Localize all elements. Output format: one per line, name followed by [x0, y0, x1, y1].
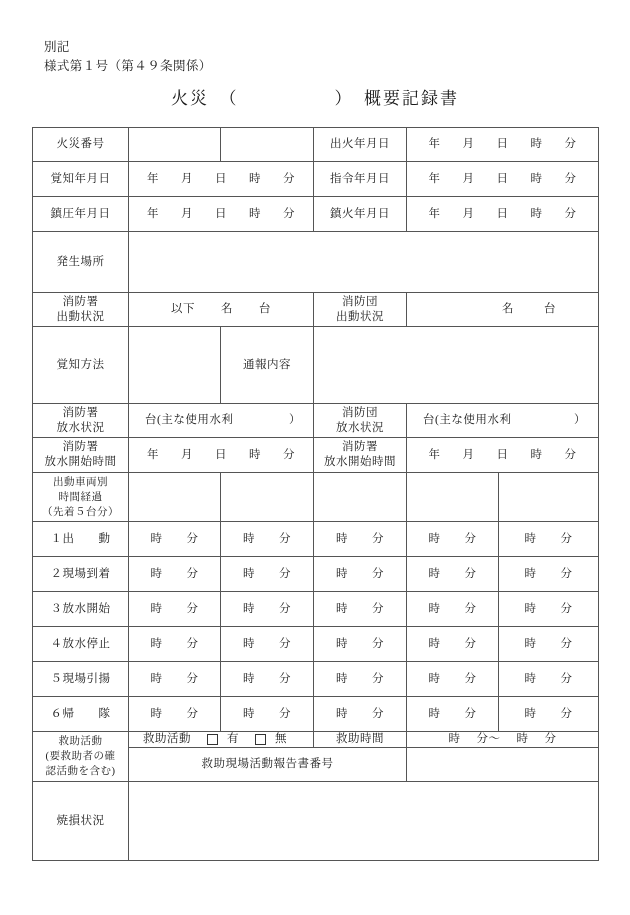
- field-timeline-step-vehicle-4[interactable]: [407, 592, 499, 627]
- unit-hour: 時: [150, 637, 163, 650]
- checkbox-rescue-no-label: 無: [275, 733, 287, 745]
- unit-hour: 時: [516, 733, 529, 745]
- unit-year: 年: [147, 172, 159, 185]
- unit-day: 日: [496, 207, 509, 220]
- unit-hour: 時: [428, 707, 441, 720]
- field-timeline-step-vehicle-2[interactable]: [221, 557, 314, 592]
- label-rescue-report-number: 救助現場活動報告書番号: [129, 748, 407, 782]
- form-number-label: 様式第１号（第４９条関係）: [44, 59, 212, 73]
- label-burn-damage: 焼損状況: [33, 782, 129, 861]
- label-timeline-step: ３放水開始: [33, 592, 129, 627]
- unit-minute: 分: [560, 637, 573, 650]
- field-fire-number-b[interactable]: [221, 128, 314, 162]
- label-detection-date: 覚知年月日: [33, 162, 129, 197]
- field-vehicle-3-name[interactable]: [314, 473, 407, 522]
- checkbox-rescue-yes-label: 有: [227, 733, 239, 745]
- field-fire-number-a[interactable]: [129, 128, 221, 162]
- label-fire-number: 火災番号: [33, 128, 129, 162]
- field-timeline-step-vehicle-5[interactable]: [499, 557, 599, 592]
- appendix-label: 別記: [44, 40, 70, 54]
- table-row-timeline: [33, 592, 599, 627]
- unit-minute: 分: [372, 707, 384, 720]
- label-vehicle-timeline-line2: 時間経過: [58, 491, 103, 503]
- field-vehicle-1-name[interactable]: [129, 473, 221, 522]
- unit-paren-close: ）: [574, 414, 586, 426]
- unit-month: 月: [462, 172, 475, 185]
- field-rescue-activity-checkboxes[interactable]: [129, 732, 314, 748]
- unit-day: 日: [496, 448, 509, 461]
- unit-minute: 分: [464, 637, 477, 650]
- field-timeline-step-vehicle-1[interactable]: [129, 557, 221, 592]
- field-extinguish-date[interactable]: [407, 197, 599, 232]
- unit-hour: 時: [243, 532, 255, 545]
- field-report-content[interactable]: [314, 327, 599, 404]
- unit-hour: 時: [524, 707, 537, 720]
- unit-minute: 分: [186, 707, 199, 720]
- unit-day: 日: [215, 172, 227, 185]
- unit-hour: 時: [336, 637, 348, 650]
- page-title-suffix: ） 概要記録書: [334, 89, 459, 108]
- unit-hour: 時: [448, 733, 461, 745]
- unit-hour: 時: [150, 672, 163, 685]
- unit-minute: 分: [464, 707, 477, 720]
- field-timeline-step-vehicle-2[interactable]: [221, 522, 314, 557]
- label-station-water-start-line2: 放水開始時間: [44, 456, 117, 468]
- unit-hour: 時: [428, 672, 441, 685]
- label-corps-water-start: [314, 438, 407, 473]
- field-timeline-step-vehicle-4[interactable]: [407, 697, 499, 732]
- unit-hour: 時: [336, 602, 348, 615]
- unit-minute: 分: [544, 733, 557, 745]
- label-rescue-time: 救助時間: [314, 732, 407, 748]
- unit-minute: 分: [560, 532, 573, 545]
- field-timeline-step-vehicle-5[interactable]: [499, 522, 599, 557]
- unit-year: 年: [147, 207, 159, 220]
- label-rescue-activity-line1: 救助活動: [58, 736, 103, 747]
- field-timeline-step-vehicle-1[interactable]: [129, 662, 221, 697]
- unit-minute: 分: [186, 567, 199, 580]
- field-timeline-step-vehicle-3[interactable]: [314, 627, 407, 662]
- field-timeline-step-vehicle-2[interactable]: [221, 697, 314, 732]
- unit-water-source: 台(主な使用水利: [145, 414, 234, 426]
- field-vehicle-4-name[interactable]: [407, 473, 499, 522]
- label-station-water-start-line1: 消防署: [62, 441, 99, 453]
- field-timeline-step-vehicle-2[interactable]: [221, 592, 314, 627]
- unit-minute: 分: [279, 672, 291, 685]
- field-detection-date[interactable]: [129, 162, 314, 197]
- unit-minute: 分: [186, 602, 199, 615]
- label-vehicle-timeline-line3: （先着５台分）: [42, 506, 119, 518]
- field-corps-water-start[interactable]: [407, 438, 599, 473]
- unit-hour: 時: [530, 207, 543, 220]
- unit-minute: 分: [372, 672, 384, 685]
- label-corps-dispatch: [314, 293, 407, 327]
- table-row-vehicle-timeline-header: [33, 473, 599, 522]
- unit-minute: 分: [279, 567, 291, 580]
- unit-minute: 分: [560, 567, 573, 580]
- unit-minute: 分: [464, 602, 477, 615]
- unit-vehicles: 台: [544, 303, 556, 315]
- unit-below: 以下: [171, 303, 195, 315]
- unit-minute: 分: [564, 172, 577, 185]
- field-station-water-status[interactable]: [129, 404, 314, 438]
- label-corps-water-start-line2: 放水開始時間: [324, 456, 396, 468]
- label-order-date: 指令年月日: [314, 162, 407, 197]
- unit-people: 名: [502, 303, 514, 315]
- unit-hour: 時: [336, 707, 348, 720]
- unit-hour: 時: [243, 707, 255, 720]
- label-corps-water-status-line2: 放水状況: [336, 421, 384, 434]
- table-row-rescue-activity: [33, 732, 599, 748]
- unit-minute: 分: [372, 532, 384, 545]
- unit-minute: 分: [186, 672, 199, 685]
- page-title-prefix: 火災 （: [171, 89, 239, 108]
- unit-minute: 分: [464, 567, 477, 580]
- checkbox-rescue-no[interactable]: [255, 732, 287, 747]
- unit-hour: 時: [336, 567, 348, 580]
- unit-hour: 時: [524, 602, 537, 615]
- unit-minute: 分: [283, 207, 295, 220]
- unit-minute: 分: [279, 637, 291, 650]
- unit-year: 年: [428, 207, 441, 220]
- unit-hour: 時: [243, 567, 255, 580]
- unit-hour: 時: [524, 567, 537, 580]
- field-corps-water-status[interactable]: [407, 404, 599, 438]
- table-row-burn-damage: [33, 782, 599, 861]
- field-timeline-step-vehicle-3[interactable]: [314, 697, 407, 732]
- unit-month: 月: [181, 207, 193, 220]
- page-title: [0, 84, 630, 109]
- unit-year: 年: [428, 448, 441, 461]
- unit-month: 月: [181, 448, 193, 461]
- label-station-water-status-line1: 消防署: [62, 406, 99, 419]
- unit-hour: 時: [428, 637, 441, 650]
- unit-minute: 分: [279, 532, 291, 545]
- field-timeline-step-vehicle-4[interactable]: [407, 557, 499, 592]
- field-timeline-step-vehicle-5[interactable]: [499, 627, 599, 662]
- field-vehicle-5-name[interactable]: [499, 473, 599, 522]
- unit-minute: 分: [372, 602, 384, 615]
- unit-hour: 時: [249, 172, 261, 185]
- form-table-container: [32, 127, 598, 861]
- label-timeline-step: ５現場引揚: [33, 662, 129, 697]
- field-rescue-time[interactable]: [407, 732, 599, 748]
- checkbox-box-icon: [207, 734, 218, 745]
- label-report-content: 通報内容: [221, 327, 314, 404]
- label-extinguish-date: 鎮火年月日: [314, 197, 407, 232]
- checkbox-box-icon: [255, 734, 266, 745]
- label-station-dispatch-line1: 消防署: [62, 295, 99, 308]
- unit-minute: 分: [560, 602, 573, 615]
- unit-hour: 時: [150, 707, 163, 720]
- unit-minute: 分: [560, 672, 573, 685]
- field-timeline-step-vehicle-3[interactable]: [314, 557, 407, 592]
- unit-hour: 時: [524, 672, 537, 685]
- unit-hour: 時: [530, 138, 543, 150]
- field-detection-method[interactable]: [129, 327, 221, 404]
- table-row-detection-date: [33, 162, 599, 197]
- unit-hour: 時: [530, 448, 543, 461]
- table-row-timeline: [33, 627, 599, 662]
- unit-year: 年: [428, 138, 441, 150]
- unit-hour: 時: [428, 567, 441, 580]
- field-timeline-step-vehicle-3[interactable]: [314, 592, 407, 627]
- unit-month: 月: [181, 172, 193, 185]
- unit-hour: 時: [150, 532, 163, 545]
- label-vehicle-timeline: [33, 473, 129, 522]
- label-location: 発生場所: [33, 232, 129, 293]
- unit-hour: 時: [336, 672, 348, 685]
- label-timeline-step: ２現場到着: [33, 557, 129, 592]
- table-row-timeline: [33, 697, 599, 732]
- label-corps-water-status: [314, 404, 407, 438]
- unit-minute: 分: [372, 567, 384, 580]
- unit-people: 名: [221, 303, 233, 315]
- unit-hour: 時: [524, 637, 537, 650]
- field-station-water-start[interactable]: [129, 438, 314, 473]
- label-station-water-start: [33, 438, 129, 473]
- unit-minute: 分: [186, 532, 199, 545]
- unit-vehicles: 台: [259, 303, 271, 315]
- field-timeline-step-vehicle-4[interactable]: [407, 627, 499, 662]
- unit-minute: 分: [279, 707, 291, 720]
- label-rescue-activity-line2: (要救助者の確: [45, 751, 116, 762]
- label-timeline-step: ６帰 隊: [33, 697, 129, 732]
- table-row-fire-number: [33, 128, 599, 162]
- unit-hour: 時: [243, 672, 255, 685]
- unit-month: 月: [462, 207, 475, 220]
- field-timeline-step-vehicle-4[interactable]: [407, 662, 499, 697]
- unit-hour: 時: [336, 532, 348, 545]
- label-timeline-step: １出 動: [33, 522, 129, 557]
- unit-hour: 時: [150, 567, 163, 580]
- unit-hour: 時: [249, 207, 261, 220]
- unit-minute: 分: [564, 448, 577, 461]
- label-timeline-step: ４放水停止: [33, 627, 129, 662]
- field-timeline-step-vehicle-5[interactable]: [499, 592, 599, 627]
- unit-minute: 分: [464, 532, 477, 545]
- label-corps-water-status-line1: 消防団: [342, 406, 378, 419]
- field-burn-damage[interactable]: [129, 782, 599, 861]
- table-row-timeline: [33, 522, 599, 557]
- label-rescue-activity: [33, 732, 129, 782]
- label-station-dispatch-line2: 出動状況: [56, 310, 105, 323]
- unit-hour: 時: [428, 602, 441, 615]
- unit-year: 年: [147, 448, 159, 461]
- vehicle-timeline-body: [33, 522, 599, 732]
- table-row-suppression-date: [33, 197, 599, 232]
- unit-hour: 時: [530, 172, 543, 185]
- unit-day: 日: [215, 448, 227, 461]
- unit-hour: 時: [524, 532, 537, 545]
- label-station-water-status: [33, 404, 129, 438]
- field-timeline-step-vehicle-4[interactable]: [407, 522, 499, 557]
- label-detection-method: 覚知方法: [33, 327, 129, 404]
- table-row-timeline: [33, 557, 599, 592]
- field-vehicle-2-name[interactable]: [221, 473, 314, 522]
- unit-minute: 分: [283, 448, 295, 461]
- field-timeline-step-vehicle-1[interactable]: [129, 592, 221, 627]
- unit-month: 月: [462, 448, 475, 461]
- field-timeline-step-vehicle-2[interactable]: [221, 627, 314, 662]
- unit-minute: 分: [372, 637, 384, 650]
- label-corps-dispatch-line2: 出動状況: [336, 310, 384, 323]
- field-ignition-date[interactable]: [407, 128, 599, 162]
- unit-paren-close: ）: [289, 414, 301, 426]
- unit-minute: 分: [186, 637, 199, 650]
- label-rescue-activity-line3: 認活動を含む): [45, 766, 116, 777]
- field-location[interactable]: [129, 232, 599, 293]
- table-row-detection-method: [33, 327, 599, 404]
- field-order-date[interactable]: [407, 162, 599, 197]
- document-reference-header: [44, 38, 212, 76]
- unit-hour: 時: [428, 532, 441, 545]
- field-timeline-step-vehicle-1[interactable]: [129, 627, 221, 662]
- unit-hour: 時: [243, 602, 255, 615]
- field-corps-dispatch[interactable]: [407, 293, 599, 327]
- unit-minute-to: 分〜: [476, 733, 501, 745]
- field-timeline-step-vehicle-3[interactable]: [314, 662, 407, 697]
- table-row-water-discharge-status: [33, 404, 599, 438]
- unit-minute: 分: [464, 672, 477, 685]
- unit-hour: 時: [243, 637, 255, 650]
- label-corps-dispatch-line1: 消防団: [342, 295, 378, 308]
- field-timeline-step-vehicle-5[interactable]: [499, 697, 599, 732]
- field-rescue-report-number[interactable]: [407, 748, 599, 782]
- form-table: [32, 127, 599, 861]
- unit-hour: 時: [150, 602, 163, 615]
- unit-year: 年: [428, 172, 441, 185]
- unit-minute: 分: [279, 602, 291, 615]
- unit-minute: 分: [283, 172, 295, 185]
- label-ignition-date: 出火年月日: [314, 128, 407, 162]
- field-timeline-step-vehicle-5[interactable]: [499, 662, 599, 697]
- unit-month: 月: [462, 138, 475, 150]
- unit-hour: 時: [249, 448, 261, 461]
- field-timeline-step-vehicle-1[interactable]: [129, 697, 221, 732]
- unit-water-source: 台(主な使用水利: [423, 414, 512, 426]
- table-row-dispatch-status: [33, 293, 599, 327]
- label-vehicle-timeline-line1: 出動車両別: [53, 476, 108, 488]
- unit-day: 日: [215, 207, 227, 220]
- label-station-dispatch: [33, 293, 129, 327]
- field-suppression-date[interactable]: [129, 197, 314, 232]
- table-row-location: [33, 232, 599, 293]
- unit-day: 日: [496, 138, 509, 150]
- field-timeline-step-vehicle-1[interactable]: [129, 522, 221, 557]
- field-station-dispatch[interactable]: [129, 293, 314, 327]
- unit-minute: 分: [560, 707, 573, 720]
- label-suppression-date: 鎮圧年月日: [33, 197, 129, 232]
- table-row-water-start-time: [33, 438, 599, 473]
- label-rescue-activity-inline: 救助活動: [143, 733, 191, 745]
- field-timeline-step-vehicle-2[interactable]: [221, 662, 314, 697]
- unit-day: 日: [496, 172, 509, 185]
- label-station-water-status-line2: 放水状況: [56, 421, 105, 434]
- field-timeline-step-vehicle-3[interactable]: [314, 522, 407, 557]
- label-corps-water-start-line1: 消防署: [342, 441, 378, 453]
- unit-minute: 分: [564, 138, 577, 150]
- unit-minute: 分: [564, 207, 577, 220]
- checkbox-rescue-yes[interactable]: [207, 732, 239, 747]
- table-row-timeline: [33, 662, 599, 697]
